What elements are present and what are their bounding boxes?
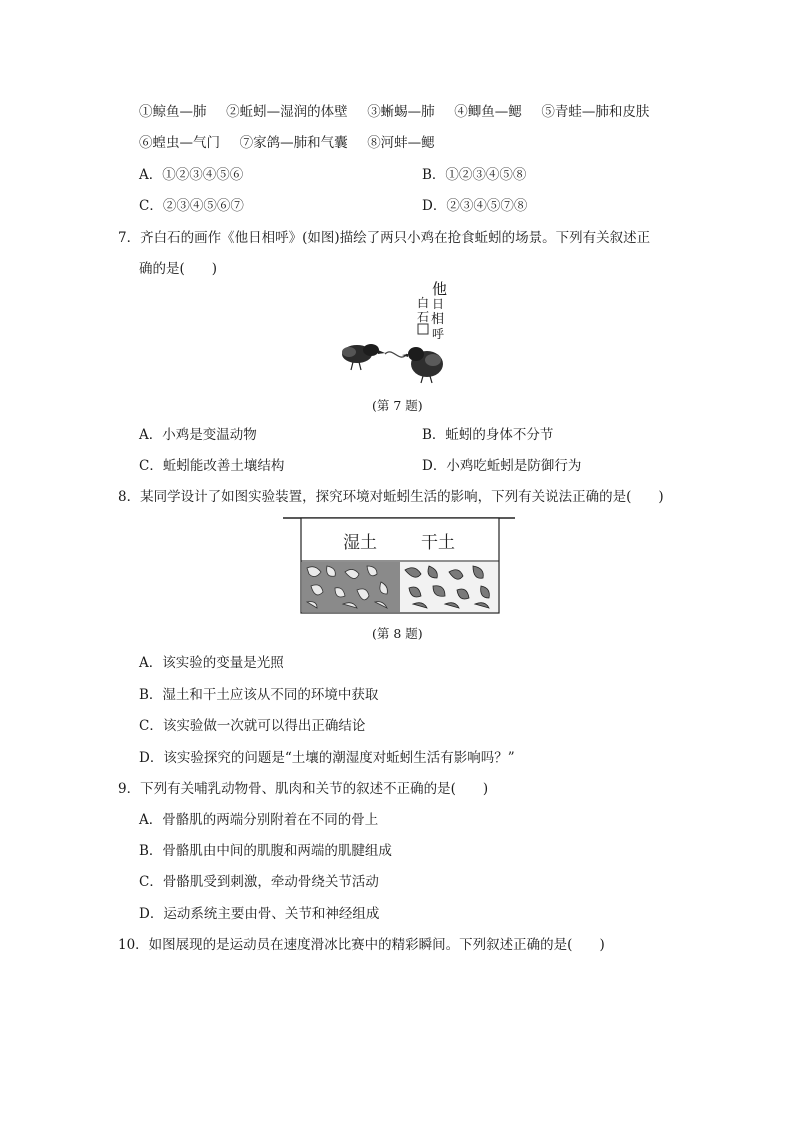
q6-pair: ①鲸鱼—肺 bbox=[139, 104, 207, 120]
inscription-char: 白 bbox=[417, 296, 430, 310]
q9-stem: 9．下列有关哺乳动物骨、肌肉和关节的叙述不正确的是( ) bbox=[118, 781, 489, 797]
chick-right-wing bbox=[425, 354, 441, 366]
q6-pair: ⑦家鸽—肺和气囊 bbox=[239, 135, 348, 151]
inscription-char: 相 bbox=[431, 312, 445, 327]
q9-option-d: D．运动系统主要由骨、关节和神经组成 bbox=[139, 906, 380, 922]
q6-option-a: A．①②③④⑤⑥ bbox=[139, 167, 244, 183]
q10-stem: 10．如图展现的是运动员在速度滑冰比赛中的精彩瞬间。下列叙述正确的是( ) bbox=[118, 937, 605, 953]
q6-pair: ④鲫鱼—鳃 bbox=[454, 104, 522, 120]
q6-pairs-line-1 bbox=[139, 103, 649, 121]
chick-left-wing bbox=[342, 347, 356, 357]
q6-pair: ③蜥蜴—肺 bbox=[367, 104, 435, 120]
q7-option-d: D．小鸡吃蚯蚓是防御行为 bbox=[422, 458, 582, 474]
q8-caption: (第 8 题) bbox=[372, 626, 423, 641]
experiment-svg bbox=[283, 516, 515, 616]
painting-svg bbox=[335, 280, 455, 390]
q7-stem-line-1: 7．齐白石的画作《他日相呼》(如图)描绘了两只小鸡在抢食蚯蚓的场景。下列有关叙述正 bbox=[118, 230, 651, 246]
inscription-char: 他 bbox=[432, 280, 448, 298]
chick-left-head bbox=[363, 344, 379, 356]
q6-option-b: B．①②③④⑤⑧ bbox=[422, 167, 527, 183]
q8-option-b: B．湿土和干土应该从不同的环境中获取 bbox=[139, 687, 379, 703]
inscription-char: 石 bbox=[417, 310, 430, 324]
q7-option-a: A．小鸡是变温动物 bbox=[139, 427, 257, 443]
label-dry-soil: 干土 bbox=[421, 533, 455, 553]
inscription-char: 日 bbox=[432, 297, 445, 311]
q6-option-d: D．②③④⑤⑦⑧ bbox=[422, 198, 528, 214]
q6-pair: ⑤青蛙—肺和皮肤 bbox=[541, 104, 650, 120]
seal-stamp bbox=[418, 324, 428, 334]
q8-experiment-figure bbox=[283, 516, 515, 616]
q7-option-b: B．蚯蚓的身体不分节 bbox=[422, 427, 554, 443]
chick-left-legs bbox=[351, 362, 361, 370]
q7-caption: (第 7 题) bbox=[372, 398, 423, 413]
q8-option-d: D．该实验探究的问题是“土壤的潮湿度对蚯蚓生活有影响吗？” bbox=[139, 750, 515, 766]
chick-right-head bbox=[408, 347, 424, 361]
q7-stem-line-2: 确的是( ) bbox=[139, 261, 218, 277]
q8-option-c: C．该实验做一次就可以得出正确结论 bbox=[139, 718, 366, 734]
q6-option-c: C．②③④⑤⑥⑦ bbox=[139, 198, 244, 214]
earthworm bbox=[385, 352, 407, 357]
q9-option-b: B．骨骼肌由中间的肌腹和两端的肌腱组成 bbox=[139, 843, 392, 859]
chick-left-beak bbox=[378, 350, 385, 354]
q7-painting-image bbox=[335, 280, 455, 390]
q7-option-c: C．蚯蚓能改善土壤结构 bbox=[139, 458, 285, 474]
q6-pairs-line-2 bbox=[139, 134, 435, 152]
q9-option-c: C．骨骼肌受到刺激，牵动骨绕关节活动 bbox=[139, 874, 379, 890]
q9-option-a: A．骨骼肌的两端分别附着在不同的骨上 bbox=[139, 812, 379, 828]
label-wet-soil: 湿土 bbox=[343, 533, 377, 553]
q6-pair: ②蚯蚓—湿润的体壁 bbox=[226, 104, 348, 120]
q8-option-a: A．该实验的变量是光照 bbox=[139, 655, 284, 671]
q8-stem: 8．某同学设计了如图实验装置，探究环境对蚯蚓生活的影响，下列有关说法正确的是( ) bbox=[118, 489, 664, 505]
chick-right-legs bbox=[421, 376, 432, 383]
q6-pair: ⑧河蚌—鳃 bbox=[367, 135, 435, 151]
inscription-char: 呼 bbox=[432, 327, 445, 341]
q6-pair: ⑥蝗虫—气门 bbox=[139, 135, 220, 151]
